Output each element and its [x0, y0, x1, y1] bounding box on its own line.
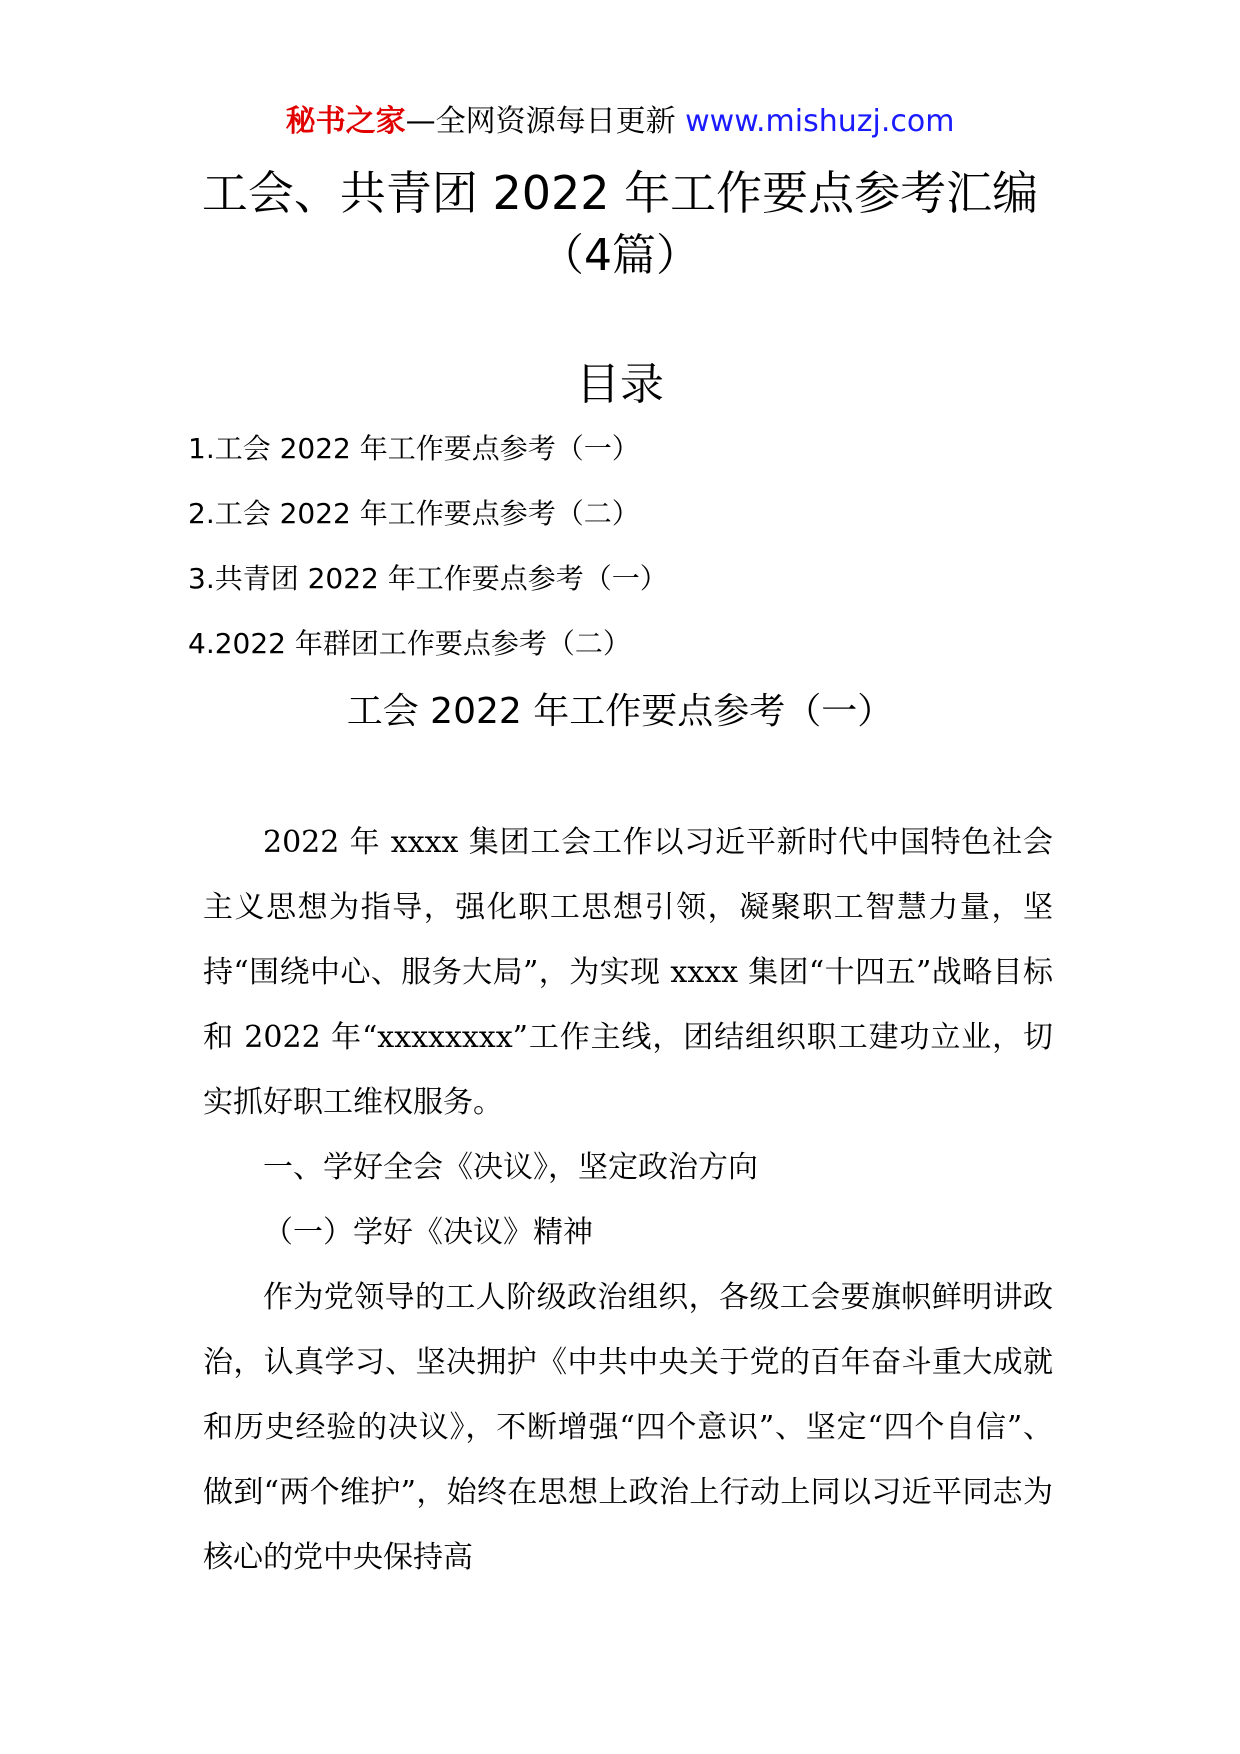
- body-paragraph-intro: 2022 年 xxxx 集团工会工作以习近平新时代中国特色社会主义思想为指导，强化职工思想引领，凝聚职工智慧力量，坚持“围绕中心、服务大局”，为实现 xxxx 集团“十四五”战略目标和 2022 年“xxxxxxxx”工作主线，团结组织职工建功立业，切实抓好职工维权服务。: [203, 825, 1053, 1120]
- toc-item-2[interactable]: 2.工会 2022 年工作要点参考（二）: [188, 497, 640, 530]
- document-subtitle: （4篇）: [540, 230, 700, 281]
- site-url-link[interactable]: www.mishuzj.com: [685, 104, 955, 139]
- table-of-contents: [188, 425, 668, 685]
- document-title: 工会、共青团 2022 年工作要点参考汇编: [201, 166, 1039, 220]
- site-slogan: —全网资源每日更新: [405, 104, 676, 139]
- section-body: [203, 810, 1053, 1590]
- site-brand: 秘书之家: [285, 104, 406, 139]
- section-title: 工会 2022 年工作要点参考（一）: [346, 691, 894, 732]
- toc-item-4[interactable]: 4.2022 年群团工作要点参考（二）: [188, 627, 631, 660]
- body-heading-level1: 一、学好全会《决议》，坚定政治方向: [263, 1150, 758, 1185]
- toc-item-3[interactable]: 3.共青团 2022 年工作要点参考（一）: [188, 562, 668, 595]
- toc-heading: 目录: [576, 359, 664, 410]
- body-heading-level2: （一）学好《决议》精神: [263, 1215, 593, 1250]
- body-paragraph: 作为党领导的工人阶级政治组织，各级工会要旗帜鲜明讲政治，认真学习、坚决拥护《中共中央关于党的百年奋斗重大成就和历史经验的决议》，不断增强“四个意识”、坚定“四个自信”、做到“两个维护”，始终在思想上政治上行动上同以习近平同志为核心的党中央保持高: [203, 1280, 1053, 1575]
- site-banner: [0, 100, 1240, 144]
- toc-item-1[interactable]: 1.工会 2022 年工作要点参考（一）: [188, 432, 640, 465]
